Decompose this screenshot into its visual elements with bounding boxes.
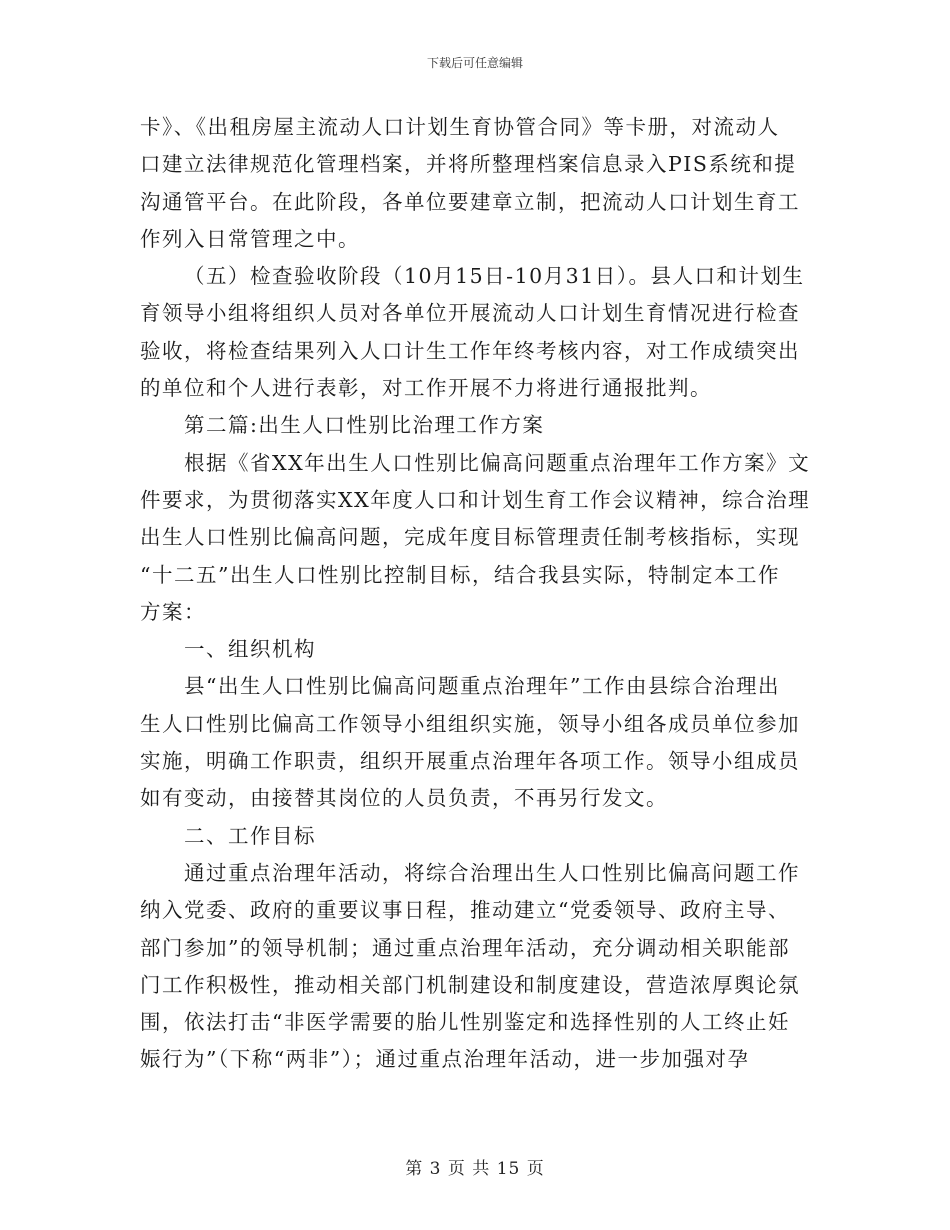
- text-line: 方案：: [140, 599, 206, 624]
- document-body: [140, 109, 812, 1079]
- subsection-heading: 一、组织机构: [184, 637, 316, 662]
- page-header-note: 下载后可任意编辑: [426, 56, 523, 70]
- text-line: “十二五”出生人口性别比控制目标，结合我县实际，特制定本工作: [140, 562, 780, 587]
- text-line: 根据《省XX年出生人口性别比偏高问题重点治理年工作方案》文: [184, 450, 811, 475]
- text-line: 围，依法打击“非医学需要的胎儿性别鉴定和选择性别的人工终止妊: [140, 1010, 790, 1035]
- text-line: （五）检查验收阶段（10月15日-10月31日）。县人口和计划生: [184, 264, 805, 289]
- text-line: 验收，将检查结果列入人口计生工作年终考核内容，对工作成绩突出: [140, 338, 800, 363]
- text-line: 生人口性别比偏高工作领导小组组织实施，领导小组各成员单位参加: [140, 711, 800, 736]
- page-number: 第 3 页 共 15 页: [405, 1159, 545, 1179]
- text-line: 娠行为”（下称“两非”）；通过重点治理年活动，进一步加强对孕: [140, 1047, 750, 1072]
- text-line: 纳入党委、政府的重要议事日程，推动建立“党委领导、政府主导、: [140, 898, 790, 923]
- text-line: 实施，明确工作职责，组织开展重点治理年各项工作。领导小组成员: [140, 749, 800, 774]
- text-line: 通过重点治理年活动，将综合治理出生人口性别比偏高问题工作: [184, 860, 800, 885]
- text-line: 县“出生人口性别比偏高问题重点治理年”工作由县综合治理出: [184, 674, 780, 699]
- text-line: 门工作积极性，推动相关部门机制建设和制度建设，营造浓厚舆论氛: [140, 972, 800, 997]
- text-line: 件要求，为贯彻落实XX年度人口和计划生育工作会议精神，综合治理: [140, 487, 811, 512]
- text-line: 出生人口性别比偏高问题，完成年度目标管理责任制考核指标，实现: [140, 525, 800, 550]
- text-line: 如有变动，由接替其岗位的人员负责，不再另行发文。: [140, 786, 668, 811]
- subsection-heading: 二、工作目标: [184, 823, 316, 848]
- text-line: 卡》、《出租房屋主流动人口计划生育协管合同》等卡册，对流动人: [140, 115, 780, 139]
- text-line: 口建立法律规范化管理档案，并将所整理档案信息录入PIS系统和提: [140, 152, 797, 177]
- text-line: 部门参加”的领导机制；通过重点治理年活动，充分调动相关职能部: [140, 935, 790, 960]
- text-line: 育领导小组将组织人员对各单位开展流动人口计划生育情况进行检查: [140, 301, 800, 326]
- text-line: 沟通管平台。在此阶段，各单位要建章立制，把流动人口计划生育工: [140, 189, 800, 214]
- text-line: 作列入日常管理之中。: [140, 226, 360, 251]
- section-heading: 第二篇:出生人口性别比治理工作方案: [184, 413, 545, 438]
- text-line: 的单位和个人进行表彰，对工作开展不力将进行通报批判。: [140, 376, 712, 401]
